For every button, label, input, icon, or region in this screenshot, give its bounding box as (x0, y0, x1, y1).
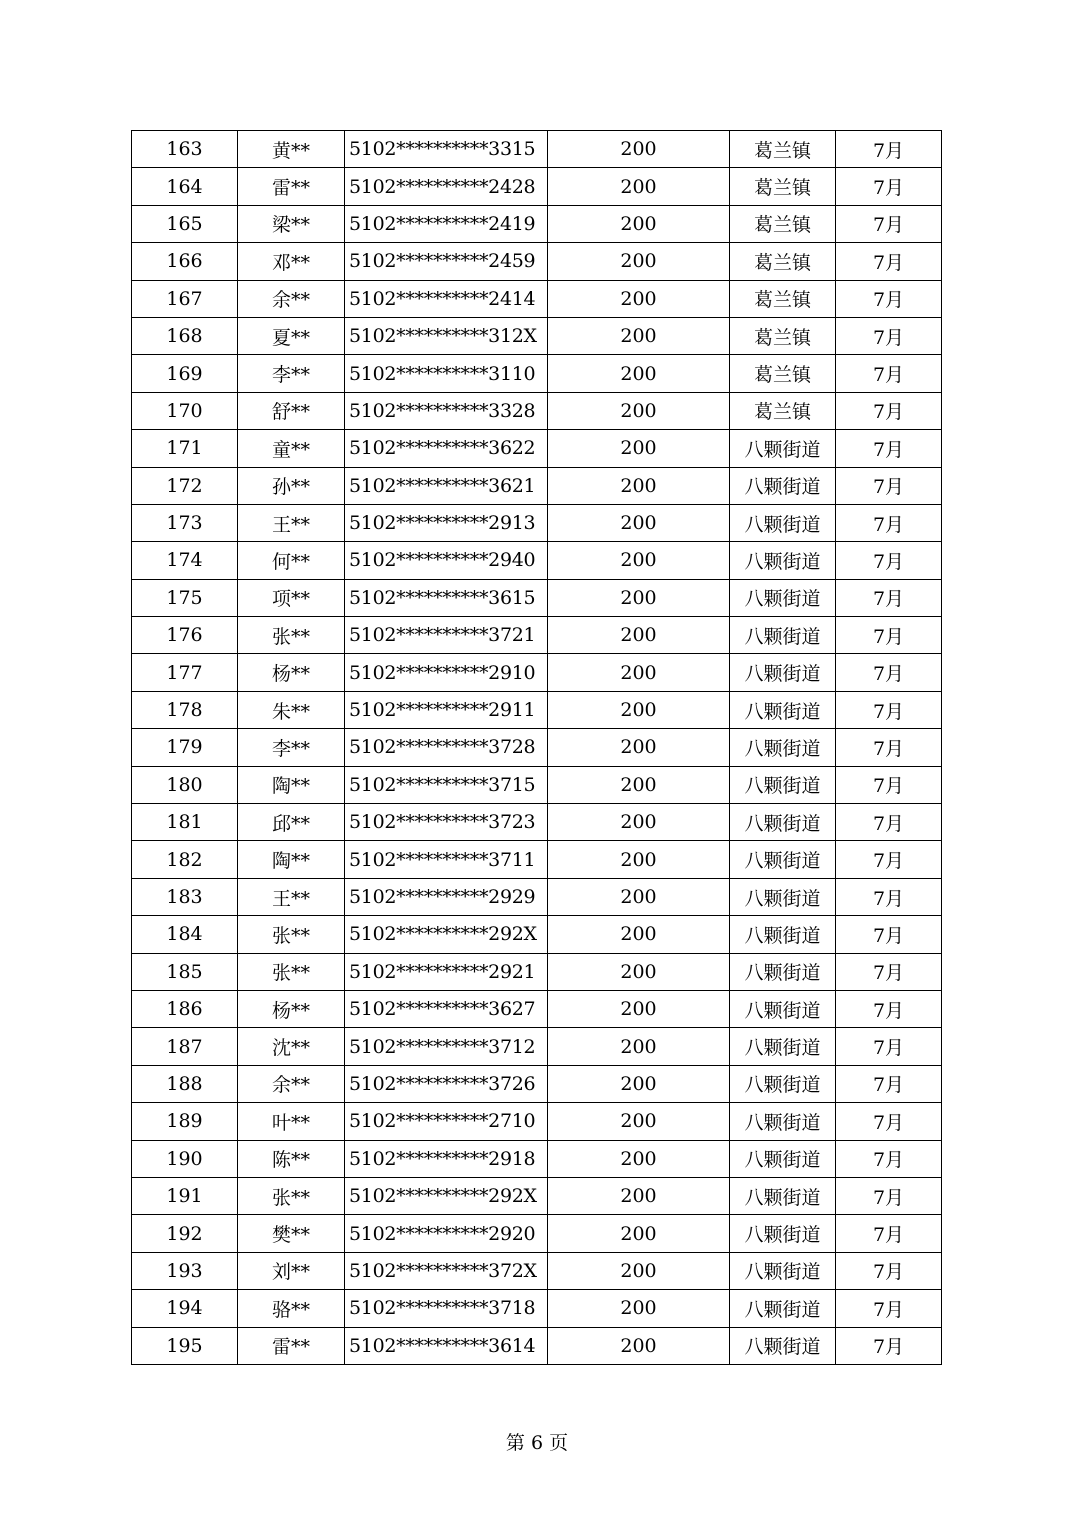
row-number-cell: 164 (132, 168, 238, 205)
month-cell: 7月 (836, 804, 942, 841)
town-cell: 八颗街道 (730, 841, 836, 878)
amount-cell: 200 (548, 430, 730, 467)
month-cell: 7月 (836, 1290, 942, 1327)
table-row (132, 878, 942, 915)
id-number-cell: 5102**********3615 (345, 579, 548, 616)
name-cell: 梁** (238, 205, 345, 242)
table-row (132, 953, 942, 990)
id-number-cell: 5102**********2459 (345, 243, 548, 280)
id-number-cell: 5102**********2419 (345, 205, 548, 242)
row-number-cell: 165 (132, 205, 238, 242)
name-cell: 杨** (238, 654, 345, 691)
table-row (132, 504, 942, 541)
amount-cell: 200 (548, 579, 730, 616)
id-number-cell: 5102**********3726 (345, 1065, 548, 1102)
amount-cell: 200 (548, 317, 730, 354)
row-number-cell: 174 (132, 542, 238, 579)
town-cell: 葛兰镇 (730, 243, 836, 280)
id-number-cell: 5102**********2414 (345, 280, 548, 317)
row-number-cell: 179 (132, 729, 238, 766)
amount-cell: 200 (548, 1140, 730, 1177)
month-cell: 7月 (836, 617, 942, 654)
id-number-cell: 5102**********3715 (345, 766, 548, 803)
town-cell: 八颗街道 (730, 766, 836, 803)
amount-cell: 200 (548, 1215, 730, 1252)
page-number: 第 6 页 (505, 1432, 569, 1454)
month-cell: 7月 (836, 841, 942, 878)
town-cell: 八颗街道 (730, 1065, 836, 1102)
month-cell: 7月 (836, 1140, 942, 1177)
amount-cell: 200 (548, 1065, 730, 1102)
town-cell: 八颗街道 (730, 1215, 836, 1252)
amount-cell: 200 (548, 168, 730, 205)
amount-cell: 200 (548, 691, 730, 728)
month-cell: 7月 (836, 542, 942, 579)
town-cell: 葛兰镇 (730, 280, 836, 317)
town-cell: 八颗街道 (730, 579, 836, 616)
month-cell: 7月 (836, 1327, 942, 1364)
row-number-cell: 180 (132, 766, 238, 803)
row-number-cell: 170 (132, 392, 238, 429)
table-row (132, 841, 942, 878)
month-cell: 7月 (836, 654, 942, 691)
month-cell: 7月 (836, 766, 942, 803)
town-cell: 八颗街道 (730, 617, 836, 654)
id-number-cell: 5102**********3723 (345, 804, 548, 841)
amount-cell: 200 (548, 392, 730, 429)
month-cell: 7月 (836, 953, 942, 990)
amount-cell: 200 (548, 916, 730, 953)
row-number-cell: 171 (132, 430, 238, 467)
table-row (132, 617, 942, 654)
amount-cell: 200 (548, 542, 730, 579)
town-cell: 八颗街道 (730, 504, 836, 541)
month-cell: 7月 (836, 430, 942, 467)
amount-cell: 200 (548, 766, 730, 803)
row-number-cell: 166 (132, 243, 238, 280)
month-cell: 7月 (836, 168, 942, 205)
id-number-cell: 5102**********2940 (345, 542, 548, 579)
name-cell: 陶** (238, 841, 345, 878)
row-number-cell: 188 (132, 1065, 238, 1102)
row-number-cell: 177 (132, 654, 238, 691)
table-row (132, 1215, 942, 1252)
amount-cell: 200 (548, 953, 730, 990)
name-cell: 张** (238, 953, 345, 990)
id-number-cell: 5102**********3728 (345, 729, 548, 766)
month-cell: 7月 (836, 729, 942, 766)
table-row (132, 168, 942, 205)
town-cell: 葛兰镇 (730, 205, 836, 242)
month-cell: 7月 (836, 467, 942, 504)
name-cell: 王** (238, 504, 345, 541)
month-cell: 7月 (836, 1215, 942, 1252)
table-row (132, 430, 942, 467)
month-cell: 7月 (836, 131, 942, 168)
data-table (131, 130, 942, 1365)
town-cell: 八颗街道 (730, 1103, 836, 1140)
town-cell: 葛兰镇 (730, 392, 836, 429)
table-row (132, 1028, 942, 1065)
amount-cell: 200 (548, 1177, 730, 1214)
table-row (132, 1140, 942, 1177)
row-number-cell: 184 (132, 916, 238, 953)
month-cell: 7月 (836, 355, 942, 392)
row-number-cell: 178 (132, 691, 238, 728)
amount-cell: 200 (548, 841, 730, 878)
town-cell: 八颗街道 (730, 654, 836, 691)
row-number-cell: 189 (132, 1103, 238, 1140)
table-row (132, 243, 942, 280)
town-cell: 八颗街道 (730, 430, 836, 467)
name-cell: 邱** (238, 804, 345, 841)
row-number-cell: 191 (132, 1177, 238, 1214)
id-number-cell: 5102**********3718 (345, 1290, 548, 1327)
amount-cell: 200 (548, 243, 730, 280)
name-cell: 沈** (238, 1028, 345, 1065)
town-cell: 八颗街道 (730, 1177, 836, 1214)
id-number-cell: 5102**********3110 (345, 355, 548, 392)
month-cell: 7月 (836, 392, 942, 429)
name-cell: 雷** (238, 1327, 345, 1364)
table-row (132, 355, 942, 392)
name-cell: 骆** (238, 1290, 345, 1327)
name-cell: 王** (238, 878, 345, 915)
name-cell: 舒** (238, 392, 345, 429)
town-cell: 八颗街道 (730, 916, 836, 953)
name-cell: 刘** (238, 1252, 345, 1289)
table-row (132, 542, 942, 579)
town-cell: 八颗街道 (730, 804, 836, 841)
id-number-cell: 5102**********2911 (345, 691, 548, 728)
name-cell: 邓** (238, 243, 345, 280)
table-row (132, 990, 942, 1027)
town-cell: 八颗街道 (730, 1290, 836, 1327)
town-cell: 八颗街道 (730, 1140, 836, 1177)
table-row (132, 280, 942, 317)
table-row (132, 804, 942, 841)
row-number-cell: 185 (132, 953, 238, 990)
amount-cell: 200 (548, 205, 730, 242)
table-row (132, 766, 942, 803)
row-number-cell: 176 (132, 617, 238, 654)
town-cell: 葛兰镇 (730, 131, 836, 168)
town-cell: 八颗街道 (730, 878, 836, 915)
id-number-cell: 5102**********3622 (345, 430, 548, 467)
town-cell: 葛兰镇 (730, 355, 836, 392)
name-cell: 陈** (238, 1140, 345, 1177)
row-number-cell: 169 (132, 355, 238, 392)
id-number-cell: 5102**********292X (345, 916, 548, 953)
id-number-cell: 5102**********3315 (345, 131, 548, 168)
month-cell: 7月 (836, 1065, 942, 1102)
month-cell: 7月 (836, 916, 942, 953)
row-number-cell: 195 (132, 1327, 238, 1364)
row-number-cell: 190 (132, 1140, 238, 1177)
table-body (132, 131, 942, 1365)
row-number-cell: 193 (132, 1252, 238, 1289)
row-number-cell: 187 (132, 1028, 238, 1065)
id-number-cell: 5102**********2929 (345, 878, 548, 915)
name-cell: 童** (238, 430, 345, 467)
id-number-cell: 5102**********3627 (345, 990, 548, 1027)
amount-cell: 200 (548, 504, 730, 541)
id-number-cell: 5102**********3328 (345, 392, 548, 429)
table-row (132, 1177, 942, 1214)
month-cell: 7月 (836, 243, 942, 280)
id-number-cell: 5102**********2921 (345, 953, 548, 990)
name-cell: 樊** (238, 1215, 345, 1252)
name-cell: 余** (238, 280, 345, 317)
name-cell: 叶** (238, 1103, 345, 1140)
table-row (132, 317, 942, 354)
id-number-cell: 5102**********2910 (345, 654, 548, 691)
name-cell: 张** (238, 617, 345, 654)
amount-cell: 200 (548, 280, 730, 317)
table-row (132, 1103, 942, 1140)
id-number-cell: 5102**********2710 (345, 1103, 548, 1140)
name-cell: 李** (238, 355, 345, 392)
month-cell: 7月 (836, 691, 942, 728)
name-cell: 黄** (238, 131, 345, 168)
table-row (132, 579, 942, 616)
row-number-cell: 167 (132, 280, 238, 317)
town-cell: 八颗街道 (730, 467, 836, 504)
row-number-cell: 194 (132, 1290, 238, 1327)
id-number-cell: 5102**********372X (345, 1252, 548, 1289)
table-row (132, 392, 942, 429)
month-cell: 7月 (836, 205, 942, 242)
name-cell: 陶** (238, 766, 345, 803)
row-number-cell: 163 (132, 131, 238, 168)
row-number-cell: 168 (132, 317, 238, 354)
amount-cell: 200 (548, 1290, 730, 1327)
town-cell: 八颗街道 (730, 729, 836, 766)
id-number-cell: 5102**********3712 (345, 1028, 548, 1065)
table-row (132, 1252, 942, 1289)
town-cell: 葛兰镇 (730, 168, 836, 205)
amount-cell: 200 (548, 990, 730, 1027)
name-cell: 张** (238, 916, 345, 953)
amount-cell: 200 (548, 654, 730, 691)
amount-cell: 200 (548, 878, 730, 915)
id-number-cell: 5102**********2918 (345, 1140, 548, 1177)
table-row (132, 654, 942, 691)
town-cell: 八颗街道 (730, 1028, 836, 1065)
table-row (132, 1327, 942, 1364)
town-cell: 八颗街道 (730, 542, 836, 579)
name-cell: 夏** (238, 317, 345, 354)
row-number-cell: 186 (132, 990, 238, 1027)
row-number-cell: 181 (132, 804, 238, 841)
table-row (132, 131, 942, 168)
row-number-cell: 182 (132, 841, 238, 878)
id-number-cell: 5102**********2920 (345, 1215, 548, 1252)
month-cell: 7月 (836, 1177, 942, 1214)
table-row (132, 691, 942, 728)
month-cell: 7月 (836, 280, 942, 317)
amount-cell: 200 (548, 1252, 730, 1289)
amount-cell: 200 (548, 1028, 730, 1065)
month-cell: 7月 (836, 504, 942, 541)
id-number-cell: 5102**********2428 (345, 168, 548, 205)
id-number-cell: 5102**********312X (345, 317, 548, 354)
town-cell: 八颗街道 (730, 990, 836, 1027)
id-number-cell: 5102**********292X (345, 1177, 548, 1214)
row-number-cell: 175 (132, 579, 238, 616)
name-cell: 项** (238, 579, 345, 616)
table-row (132, 1065, 942, 1102)
amount-cell: 200 (548, 729, 730, 766)
id-number-cell: 5102**********3621 (345, 467, 548, 504)
id-number-cell: 5102**********3711 (345, 841, 548, 878)
table-row (132, 467, 942, 504)
name-cell: 余** (238, 1065, 345, 1102)
name-cell: 张** (238, 1177, 345, 1214)
table-row (132, 205, 942, 242)
month-cell: 7月 (836, 1028, 942, 1065)
name-cell: 何** (238, 542, 345, 579)
table-row (132, 729, 942, 766)
town-cell: 八颗街道 (730, 691, 836, 728)
amount-cell: 200 (548, 467, 730, 504)
row-number-cell: 172 (132, 467, 238, 504)
row-number-cell: 173 (132, 504, 238, 541)
id-number-cell: 5102**********3614 (345, 1327, 548, 1364)
town-cell: 八颗街道 (730, 1327, 836, 1364)
table-row (132, 916, 942, 953)
town-cell: 八颗街道 (730, 1252, 836, 1289)
amount-cell: 200 (548, 617, 730, 654)
month-cell: 7月 (836, 878, 942, 915)
month-cell: 7月 (836, 990, 942, 1027)
month-cell: 7月 (836, 317, 942, 354)
month-cell: 7月 (836, 1103, 942, 1140)
id-number-cell: 5102**********2913 (345, 504, 548, 541)
name-cell: 李** (238, 729, 345, 766)
table-row (132, 1290, 942, 1327)
row-number-cell: 192 (132, 1215, 238, 1252)
month-cell: 7月 (836, 579, 942, 616)
amount-cell: 200 (548, 804, 730, 841)
amount-cell: 200 (548, 355, 730, 392)
name-cell: 朱** (238, 691, 345, 728)
amount-cell: 200 (548, 1327, 730, 1364)
amount-cell: 200 (548, 1103, 730, 1140)
id-number-cell: 5102**********3721 (345, 617, 548, 654)
amount-cell: 200 (548, 131, 730, 168)
row-number-cell: 183 (132, 878, 238, 915)
town-cell: 八颗街道 (730, 953, 836, 990)
name-cell: 雷** (238, 168, 345, 205)
town-cell: 葛兰镇 (730, 317, 836, 354)
name-cell: 杨** (238, 990, 345, 1027)
month-cell: 7月 (836, 1252, 942, 1289)
name-cell: 孙** (238, 467, 345, 504)
